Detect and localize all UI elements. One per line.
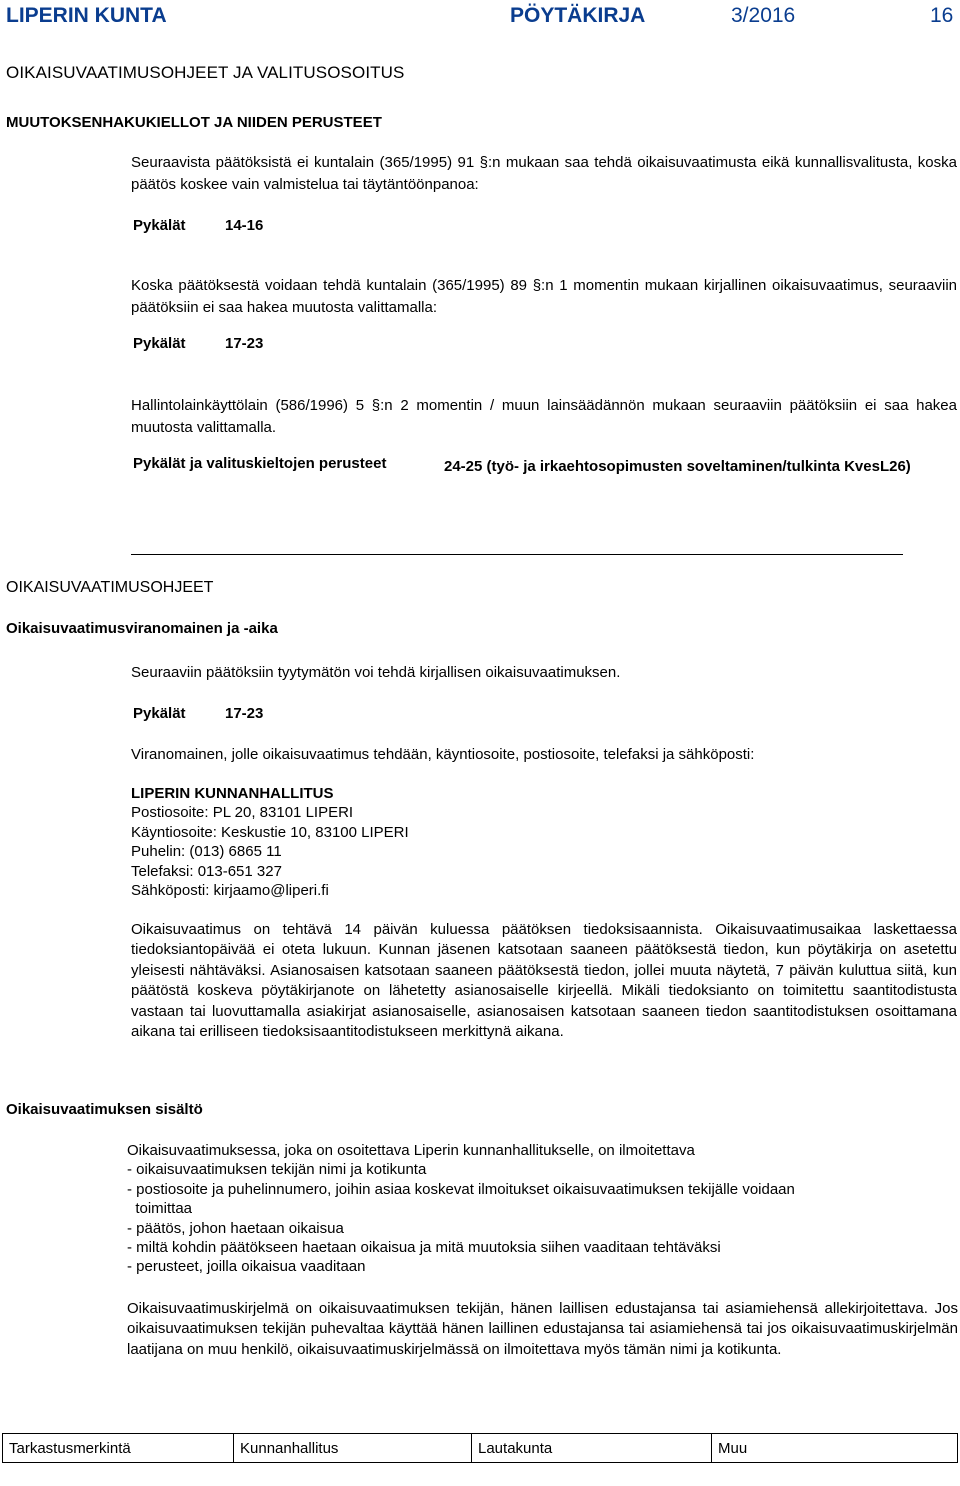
paragraph-allekirjoitus: Oikaisuvaatimuskirjelmä on oikaisuvaatimuksen tekijän, hänen laillisen edustajansa tai asiamiehensä allekirjoitettava. Jos oikaisuvaatimuksen tekijän puhevaltaa käyttää hänen laillinen edustajansa tai asiamiehensä tai jos oikaisuvaatimuskirjelmän laatijana on muu henkilö, oikaisuvaatimuskirjelmässä on ilmoitettava myös tämän nimi ja kotikunta.: [127, 1300, 958, 1358]
section-heading-muutoksenhakukiellot: MUUTOKSENHAKUKIELLOT JA NIIDEN PERUSTEET: [6, 114, 382, 131]
paragraph-viranomainen: Viranomainen, jolle oikaisuvaatimus tehdään, käyntiosoite, postiosoite, telefaksi ja sähköposti:: [131, 746, 755, 763]
pykalat-label: Pykälät: [133, 335, 186, 352]
page-title: OIKAISUVAATIMUSOHJEET JA VALITUSOSOITUS: [6, 63, 405, 82]
footer-cell-kunnanhallitus: Kunnanhallitus: [234, 1434, 472, 1463]
list-item: - postiosoite ja puhelinnumero, joihin asiaa koskevat ilmoitukset oikaisuvaatimuksen tekijälle voidaan: [127, 1180, 795, 1198]
paragraph-hallintolainkayttolaki: Hallintolainkäyttölain (586/1996) 5 §:n 2 momentin / muun lainsäädännön mukaan seuraaviin päätöksiin ei saa hakea muutosta valittamalla.: [131, 397, 957, 436]
section-heading-oikaisuvaatimusohjeet: OIKAISUVAATIMUSOHJEET: [6, 579, 214, 596]
org-name: LIPERIN KUNTA: [6, 4, 167, 27]
address-line: Puhelin: (013) 6865 11: [131, 843, 282, 861]
address-line[interactable]: Sähköposti: kirjaamo@liperi.fi: [131, 882, 329, 900]
pykalat-value: 17-23: [225, 705, 264, 722]
pykalat-label: Pykälät: [133, 705, 186, 722]
list-item: - oikaisuvaatimuksen tekijän nimi ja kotikunta: [127, 1161, 427, 1179]
pykalat-row-1: [133, 217, 264, 234]
pykalat-value: 14-16: [225, 217, 264, 234]
address-block: [131, 784, 409, 900]
pykalat-row-2: [133, 335, 264, 352]
paragraph-maaraika: Oikaisuvaatimus on tehtävä 14 päivän kuluessa päätöksen tiedoksisaannista. Oikaisuvaatimusaikaa laskettaessa tiedoksiantopäivää ei oteta lukuun. Kunnan jäsenen katsotaan saaneen päätöksestä tiedon, kun pöytäkirja on asetettu yleisesti nähtäväksi. Asianosaisen katsotaan saaneen päätöksestä tiedon, jollei muuta näytetä, 7 päivän kuluttua siitä, kun päätöstä koskeva pöytäkirjanote on lähetetty asianosaiselle kirjeellä. Mikäli tiedoksianto on toimitettu saantitodistusta vastaan tai luovuttamalla asiakirjat asianosaiselle, asianosaisen katsotaan saaneen tiedon saantitodistuksen osoittamana aikana tai erilliseen tiedoksisaantitodistukseen merkittynä aikana.: [131, 921, 957, 1041]
pykalat-row-3-label: Pykälät ja valituskieltojen perusteet: [133, 455, 387, 472]
list-item: - päätös, johon haetaan oikaisua: [127, 1219, 344, 1237]
pykalat-value: 17-23: [225, 335, 264, 352]
address-line: Käyntiosoite: Keskustie 10, 83100 LIPERI: [131, 823, 409, 841]
subheading-viranomainen: Oikaisuvaatimusviranomainen ja -aika: [6, 620, 278, 637]
footer-cell-tarkastusmerkinta: Tarkastusmerkintä: [3, 1434, 234, 1463]
footer-cell-muu: Muu: [712, 1434, 958, 1463]
divider: [131, 554, 903, 555]
list-intro: Oikaisuvaatimuksessa, joka on osoitettava Liperin kunnanhallitukselle, on ilmoitettava: [127, 1142, 695, 1159]
doc-type: PÖYTÄKIRJA: [510, 4, 646, 27]
list-item: - perusteet, joilla oikaisua vaaditaan: [127, 1258, 366, 1276]
footer-table: [0, 1433, 960, 1464]
pykalat-row-3-value: 24-25 (työ- ja irkaehtosopimusten soveltaminen/tulkinta KvesL26): [444, 458, 911, 475]
list-item: toimittaa: [127, 1200, 193, 1218]
pykalat-row-4: [133, 705, 264, 722]
address-line: Postiosoite: PL 20, 83101 LIPERI: [131, 804, 354, 822]
content-requirements: [127, 1141, 795, 1277]
list-item: - miltä kohdin päätökseen haetaan oikaisua ja mitä muutoksia siihen vaaditaan tehtäväksi: [127, 1239, 721, 1257]
paragraph-valmistelu: Seuraavista päätöksistä ei kuntalain (365/1995) 91 §:n mukaan saa tehdä oikaisuvaatimusta eikä kunnallisvalitusta, koska päätös koskee vain valmistelua tai täytäntöönpanoa:: [131, 154, 957, 193]
page-number: 16: [930, 4, 954, 27]
paragraph-tyytymaton: Seuraaviin päätöksiin tyytymätön voi tehdä kirjallisen oikaisuvaatimuksen.: [131, 664, 621, 681]
address-line: Telefaksi: 013-651 327: [131, 862, 282, 880]
authority-name: LIPERIN KUNNANHALLITUS: [131, 785, 334, 802]
pykalat-label: Pykälät: [133, 217, 186, 234]
doc-number: 3/2016: [731, 4, 796, 27]
footer-cell-lautakunta: Lautakunta: [472, 1434, 712, 1463]
subheading-sisalto: Oikaisuvaatimuksen sisältö: [6, 1101, 203, 1118]
paragraph-oikaisuvaatimus: Koska päätöksestä voidaan tehdä kuntalain (365/1995) 89 §:n 1 momentin mukaan kirjallinen oikaisuvaatimus, seuraaviin päätöksiin ei saa hakea muutosta valittamalla:: [131, 277, 957, 316]
